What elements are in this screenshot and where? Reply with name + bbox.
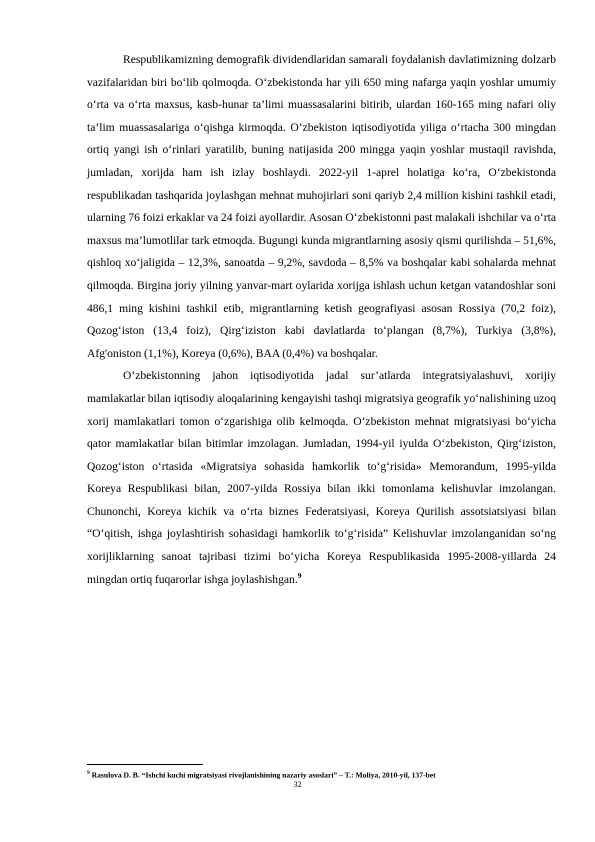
paragraph-1: Respublikamizning demografik dividendlaridan samarali foydalanish davlatimizning dolzarb vazifalaridan biri bo‘lib qolmoqda. O‘zbekistonda har yili 650 ming nafarga yaqin yoshlar umumiy o‘rta va o‘rta maxsus, kasb-hunar ta’limi muassasalarini bitirib, ulardan 160-165 ming nafari oliy ta’lim muassasalariga o‘qishga kirmoqda. O‘zbekiston iqtisodiyotida yiliga o‘rtacha 300 mingdan ortiq yangi ish o‘rinlari yaratilib, buning natijasida 200 mingga yaqin yoshlar mustaqil ravishda, jumladan, xorijda ham ish izlay boshlaydi. 2022-yil 1-aprel holatiga ko‘ra, O‘zbekistonda respublikadan tashqarida joylashgan mehnat muhojirlari soni qariyb 2,4 million kishini tashkil etadi, ularning 76 foizi erkaklar va 24 foizi ayollardir. Asosan O‘zbekistonni past malakali ishchilar va o‘rta maxsus ma’lumotlilar tark etmoqda. Bugungi kunda migrantlarning asosiy qismi qurilishda – 51,6%, qishloq xo‘jaligida – 12,3%, sanoatda – 9,2%, savdoda – 8,5% va boshqalar kabi sohalarda mehnat qilmoqda. Birgina joriy yilning yanvar-mart oylarida xorijga ishlash uchun ketgan vatandoshlar soni 486,1 ming kishini tashkil etib, migrantlarning ketish geografiyasi asosan Rossiya (70,2 foiz), Qozog‘iston (13,4 foiz), Qirg‘iziston kabi davlatlarda to‘plangan (8,7%), Turkiya (3,8%), Afg'oniston (1,1%), Koreya (0,6%), BAA (0,4%) va boshqalar. — [87, 53, 556, 360]
paragraph-2-text: O‘zbekistonning jahon iqtisodiyotida jadal sur’atlarda integratsiyalashuvi, xorijiy mamlakatlar bilan iqtisodiy aloqalarining kengayishi tashqi migratsiya geografik yo‘nalishining uzoq xorij mamlakatlari tomon o‘zgarishiga olib kelmoqda. O‘zbekiston mehnat migratsiyasi bo‘yicha qator mamlakatlar bilan bitimlar imzolagan. Jumladan, 1994-yil iyulda O‘zbekiston, Qirg‘iziston, Qozog‘iston o‘rtasida «Migratsiya sohasida hamkorlik to‘g‘risida» Memorandum, 1995-yilda Koreya Respublikasi bilan, 2007-yilda Rossiya bilan ikki tomonlama kelishuvlar imzolangan. Chunonchi, Koreya kichik va o‘rta biznes Federatsiyasi, Koreya Qurilish assotsiatsiyasi bilan “O‘qitish, ishga joylashtirish sohasidagi hamkorlik to‘g‘risida” Kelishuvlar imzolanganidan so‘ng xorijliklarning sanoat tajribasi tizimi bo‘yicha Koreya Respublikasida 1995-2008-yillarda 24 mingdan ortiq fuqarorlar ishga joylashishgan. — [87, 369, 556, 586]
document-body — [87, 49, 556, 591]
footnote — [87, 768, 557, 781]
paragraph-2 — [87, 365, 556, 591]
footnote-number: 9 — [87, 770, 90, 776]
footnote-text: Rasulova D. B. “Ishchi kuchi migratsiyasi rivojlanishining nazariy asoslari” – T.: Moliya, 2010-yil, 137-bet — [91, 770, 436, 780]
page-number: 32 — [293, 780, 302, 789]
footnote-reference[interactable]: 9 — [297, 570, 302, 580]
footnote-divider — [87, 764, 203, 765]
